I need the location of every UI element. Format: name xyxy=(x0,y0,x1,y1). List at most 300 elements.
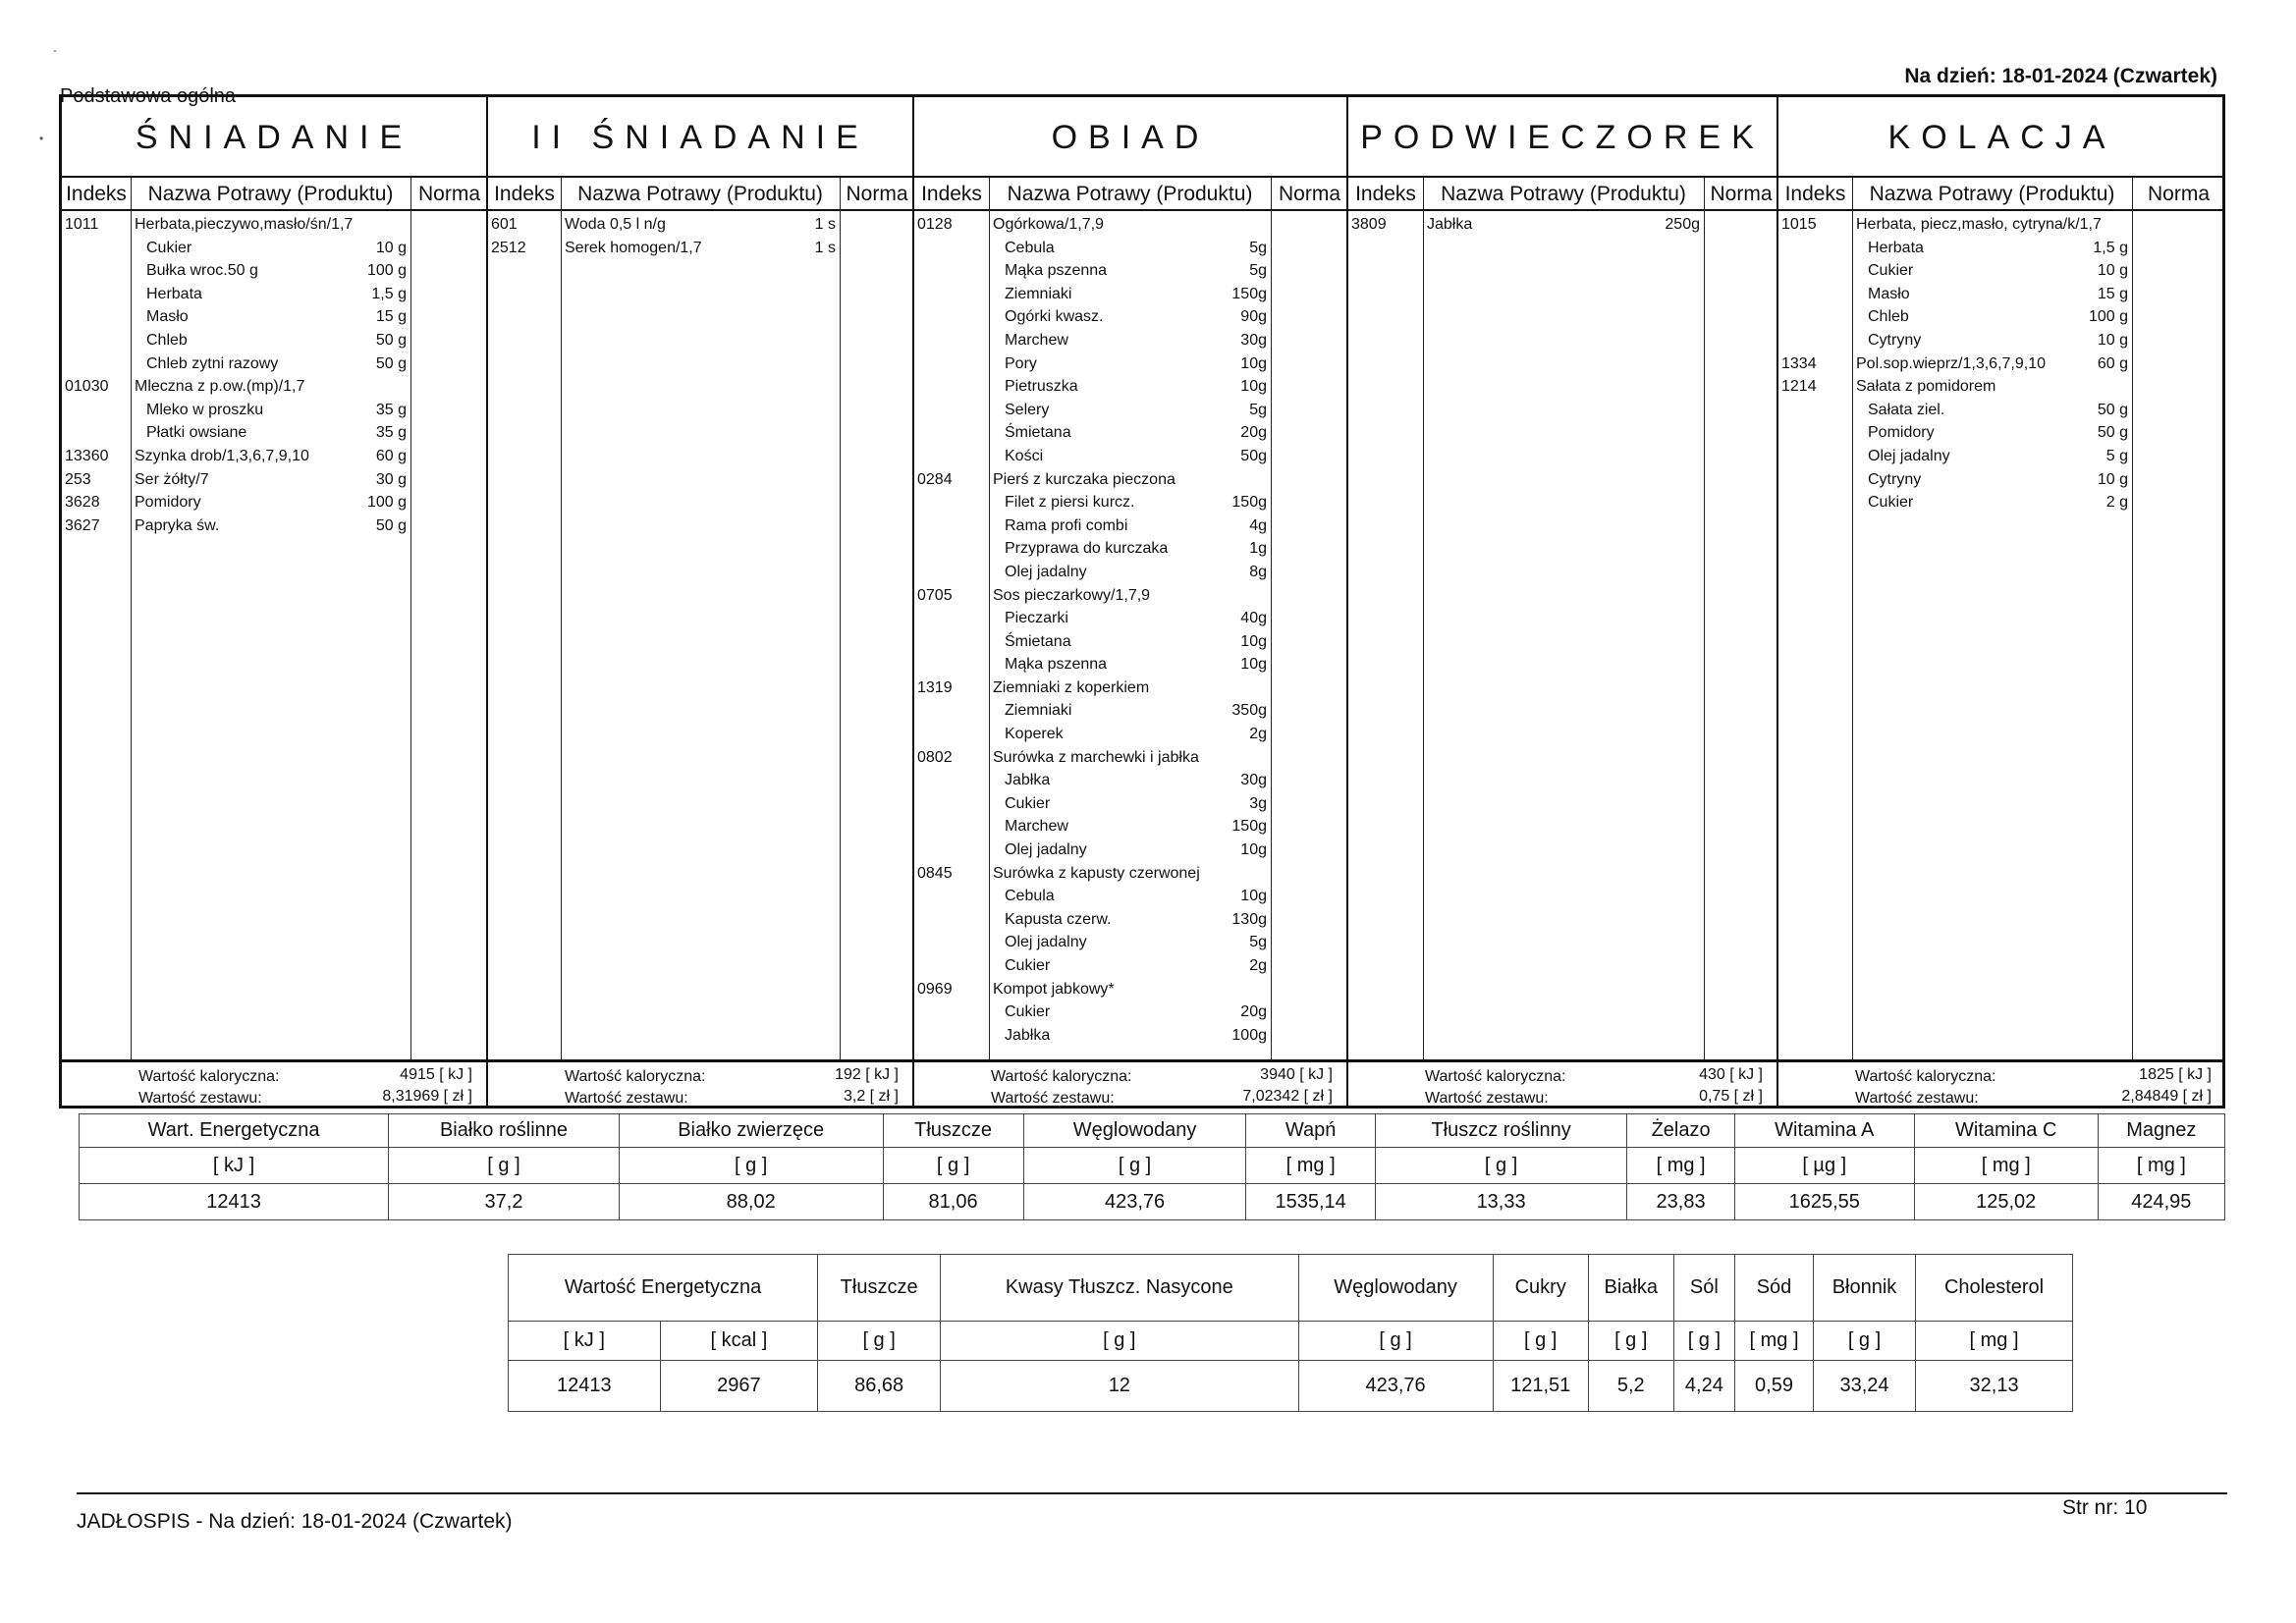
item-name: Ogórkowa/1,7,9 xyxy=(993,216,1104,233)
item-name: Papryka św. xyxy=(135,516,220,534)
item-norma: 10g xyxy=(1240,354,1267,372)
menu-item-row xyxy=(62,352,486,376)
menu-item-row xyxy=(62,399,486,422)
item-norma: 150g xyxy=(1231,494,1267,512)
menu-item-row xyxy=(1778,329,2225,352)
item-norma: 100 g xyxy=(366,262,407,280)
nutrient-cell: Żelazo xyxy=(1627,1114,1734,1148)
column-header-name: Nazwa Potrawy (Produktu) xyxy=(1869,183,2115,205)
cost-label: Wartość zestawu: xyxy=(565,1090,688,1107)
item-name: Serek homogen/1,7 xyxy=(565,239,702,256)
item-norma: 60 g xyxy=(2097,354,2128,372)
nutrient-cell: Tłuszcze xyxy=(883,1114,1023,1148)
item-norma: 10 g xyxy=(2097,262,2128,280)
item-norma: 10 g xyxy=(2097,470,2128,488)
menu-item-row xyxy=(62,213,486,237)
item-index: 1015 xyxy=(1781,216,1817,233)
menu-item-row xyxy=(914,908,1346,932)
nutrient-cell: 4,24 xyxy=(1673,1361,1734,1412)
menu-item-row xyxy=(62,237,486,260)
item-norma: 50 g xyxy=(375,331,407,349)
meal-title: PODWIECZOREK xyxy=(1348,97,1777,178)
column-header-index: Indeks xyxy=(66,183,127,205)
menu-item-row xyxy=(914,491,1346,514)
item-norma: 3g xyxy=(1249,794,1267,812)
item-name: Marchew xyxy=(1005,331,1068,349)
item-name: Mleko w proszku xyxy=(146,401,264,418)
column-headers xyxy=(488,178,912,211)
nutrient-cell: [ g ] xyxy=(1588,1322,1673,1361)
menu-item-row xyxy=(914,630,1346,654)
menu-item-row xyxy=(914,723,1346,746)
item-norma: 10 g xyxy=(2097,331,2128,349)
nutrient-cell: 12413 xyxy=(80,1184,389,1220)
cost-value: 2,84849 [ zł ] xyxy=(2121,1088,2212,1105)
column-header-name: Nazwa Potrawy (Produktu) xyxy=(577,183,823,205)
menu-item-row xyxy=(914,213,1346,237)
item-name: Cebula xyxy=(1005,239,1055,256)
item-norma: 8g xyxy=(1249,563,1267,580)
menu-item-row xyxy=(62,283,486,306)
nutrient-cell: Tłuszcz roślinny xyxy=(1375,1114,1627,1148)
menu-item-row xyxy=(914,1024,1346,1048)
menu-item-row xyxy=(914,931,1346,954)
nutrient-cell: [ mg ] xyxy=(2098,1148,2224,1184)
item-norma: 10g xyxy=(1240,378,1267,396)
nutrient-cell: [ mg ] xyxy=(1914,1148,2098,1184)
menu-item-row xyxy=(62,445,486,468)
item-name: Śmietana xyxy=(1005,632,1071,650)
menu-item-row xyxy=(1778,213,2225,237)
meal-column xyxy=(1348,97,1778,1106)
nutrient-cell: 33,24 xyxy=(1813,1361,1915,1412)
meal-items xyxy=(1348,213,1777,1057)
item-name: Masło xyxy=(146,308,189,326)
item-name: Chleb zytni razowy xyxy=(146,354,279,372)
nutrient-cell: Węglowodany xyxy=(1023,1114,1246,1148)
item-name: Jabłka xyxy=(1005,1026,1051,1044)
menu-item-row xyxy=(1778,283,2225,306)
item-name: Masło xyxy=(1868,285,1910,302)
menu-item-row xyxy=(62,375,486,399)
item-index: 3809 xyxy=(1351,216,1387,233)
menu-item-row xyxy=(914,237,1346,260)
menu-item-row xyxy=(1778,375,2225,399)
menu-item-row xyxy=(1778,445,2225,468)
item-norma: 50 g xyxy=(375,516,407,534)
menu-item-row xyxy=(914,769,1346,792)
item-name: Cukier xyxy=(1005,1003,1051,1021)
cost-label: Wartość zestawu: xyxy=(1855,1090,1979,1107)
item-norma: 250g xyxy=(1665,216,1700,233)
menu-item-row xyxy=(62,305,486,329)
nutrient-row-values xyxy=(80,1184,2225,1220)
item-norma: 35 g xyxy=(375,401,407,418)
footer-divider xyxy=(77,1492,2227,1494)
item-name: Bułka wroc.50 g xyxy=(146,262,258,280)
nutrient-cell: Kwasy Tłuszcz. Nasycone xyxy=(941,1255,1298,1322)
calorie-label: Wartość kaloryczna: xyxy=(565,1068,706,1085)
nutrient-cell: Węglowodany xyxy=(1298,1255,1493,1322)
item-norma: 30g xyxy=(1240,331,1267,349)
column-header-norma: Norma xyxy=(1278,183,1340,205)
cost-value: 3,2 [ zł ] xyxy=(843,1088,899,1105)
meal-title: OBIAD xyxy=(914,97,1346,178)
item-name: Rama profi combi xyxy=(1005,516,1128,534)
menu-item-row xyxy=(1778,237,2225,260)
item-norma: 20g xyxy=(1240,424,1267,442)
nutrient-cell: 12413 xyxy=(509,1361,661,1412)
meal-column xyxy=(914,97,1348,1106)
item-norma: 350g xyxy=(1231,702,1267,720)
nutrient-cell: [ g ] xyxy=(1673,1322,1734,1361)
column-header-norma: Norma xyxy=(846,183,908,205)
menu-item-row xyxy=(62,329,486,352)
nutrient-row-headers xyxy=(509,1255,2073,1322)
nutrient-cell: [ mg ] xyxy=(1916,1322,2073,1361)
nutrient-cell: 121,51 xyxy=(1493,1361,1588,1412)
header-date: Na dzień: 18-01-2024 (Czwartek) xyxy=(1904,65,2217,87)
nutrient-row-headers xyxy=(80,1114,2225,1148)
menu-item-row xyxy=(914,561,1346,584)
item-norma: 1,5 g xyxy=(2093,239,2128,256)
nutrient-cell: [ g ] xyxy=(1493,1322,1588,1361)
item-name: Surówka z kapusty czerwonej xyxy=(993,864,1200,882)
item-name: Herbata xyxy=(146,285,202,302)
menu-item-row xyxy=(914,537,1346,561)
nutrient-cell: [ mg ] xyxy=(1246,1148,1375,1184)
meal-items xyxy=(914,213,1346,1057)
item-norma: 130g xyxy=(1231,910,1267,928)
item-name: Przyprawa do kurczaka xyxy=(1005,540,1169,558)
menu-item-row xyxy=(914,305,1346,329)
meal-items xyxy=(62,213,486,1057)
meal-summary xyxy=(914,1059,1346,1109)
meal-column xyxy=(488,97,914,1106)
menu-item-row xyxy=(914,352,1346,376)
nutrient-cell: 23,83 xyxy=(1627,1184,1734,1220)
item-norma: 1 s xyxy=(814,239,836,256)
cost-value: 8,31969 [ zł ] xyxy=(382,1088,472,1105)
nutrient-cell: Białko zwierzęce xyxy=(619,1114,883,1148)
item-norma: 50 g xyxy=(2097,424,2128,442)
item-name: Mleczna z p.ow.(mp)/1,7 xyxy=(135,378,305,396)
menu-item-row xyxy=(914,421,1346,445)
item-norma: 100 g xyxy=(2088,308,2128,326)
calorie-value: 3940 [ kJ ] xyxy=(1260,1066,1333,1083)
item-norma: 5g xyxy=(1249,934,1267,951)
item-name: Surówka z marchewki i jabłka xyxy=(993,748,1199,766)
column-header-index: Indeks xyxy=(1355,183,1416,205)
nutrient-cell: [ g ] xyxy=(941,1322,1298,1361)
menu-item-row xyxy=(914,375,1346,399)
calorie-label: Wartość kaloryczna: xyxy=(138,1068,280,1085)
menu-item-row xyxy=(914,862,1346,886)
menu-item-row xyxy=(914,746,1346,770)
column-header-index: Indeks xyxy=(494,183,555,205)
item-name: Chleb xyxy=(1868,308,1909,326)
menu-table xyxy=(59,94,2225,1109)
column-header-name: Nazwa Potrawy (Produktu) xyxy=(1007,183,1253,205)
menu-item-row xyxy=(914,954,1346,978)
nutrient-row-units xyxy=(80,1148,2225,1184)
nutrient-cell: Sód xyxy=(1735,1255,1814,1322)
item-name: Cytryny xyxy=(1868,331,1922,349)
nutrient-cell: [ g ] xyxy=(619,1148,883,1184)
nutrient-cell: Magnez xyxy=(2098,1114,2224,1148)
nutrient-cell: [ mg ] xyxy=(1735,1322,1814,1361)
item-name: Olej jadalny xyxy=(1005,563,1087,580)
menu-item-row xyxy=(914,283,1346,306)
nutrient-row-units xyxy=(509,1322,2073,1361)
menu-item-row xyxy=(914,815,1346,839)
menu-item-row xyxy=(1778,305,2225,329)
item-norma: 30 g xyxy=(375,470,407,488)
item-norma: 2g xyxy=(1249,726,1267,743)
meal-summary xyxy=(62,1059,486,1109)
item-name: Cukier xyxy=(1868,262,1914,280)
nutrient-cell: [ µg ] xyxy=(1734,1148,1914,1184)
item-norma: 10g xyxy=(1240,841,1267,859)
item-norma: 1,5 g xyxy=(371,285,407,302)
nutrient-cell: Błonnik xyxy=(1813,1255,1915,1322)
item-name: Ogórki kwasz. xyxy=(1005,308,1104,326)
nutrient-cell: 0,59 xyxy=(1735,1361,1814,1412)
nutrient-cell: 5,2 xyxy=(1588,1361,1673,1412)
menu-item-row xyxy=(914,584,1346,608)
item-norma: 5g xyxy=(1249,262,1267,280)
column-headers xyxy=(914,178,1346,211)
item-name: Herbata xyxy=(1868,239,1924,256)
item-name: Pomidory xyxy=(135,494,201,512)
item-norma: 50 g xyxy=(375,354,407,372)
item-name: Jabłka xyxy=(1005,772,1051,789)
nutrient-cell: 423,76 xyxy=(1298,1361,1493,1412)
page-number: Str nr: 10 xyxy=(2062,1496,2148,1519)
meal-items xyxy=(488,213,912,1057)
footer-title: JADŁOSPIS - Na dzień: 18-01-2024 (Czwartek) xyxy=(77,1510,513,1533)
nutrient-cell: Witamina A xyxy=(1734,1114,1914,1148)
nutrient-cell: Wapń xyxy=(1246,1114,1375,1148)
item-norma: 1g xyxy=(1249,540,1267,558)
column-header-norma: Norma xyxy=(417,183,480,205)
item-norma: 100 g xyxy=(366,494,407,512)
item-name: Sos pieczarkowy/1,7,9 xyxy=(993,586,1151,604)
item-name: Ziemniaki z koperkiem xyxy=(993,678,1150,696)
item-name: Sałata z pomidorem xyxy=(1856,378,1996,396)
item-index: 1214 xyxy=(1781,378,1817,396)
item-norma: 50 g xyxy=(2097,401,2128,418)
item-index: 1011 xyxy=(65,216,99,233)
nutrient-cell: 1535,14 xyxy=(1246,1184,1375,1220)
cost-label: Wartość zestawu: xyxy=(991,1090,1115,1107)
item-norma: 5 g xyxy=(2105,447,2128,464)
item-index: 601 xyxy=(491,216,518,233)
item-index: 13360 xyxy=(65,447,109,464)
item-norma: 5g xyxy=(1249,239,1267,256)
item-name: Płatki owsiane xyxy=(146,424,247,442)
menu-item-row xyxy=(914,839,1346,862)
menu-item-row xyxy=(1778,259,2225,283)
item-name: Ser żółty/7 xyxy=(135,470,209,488)
item-name: Pory xyxy=(1005,354,1037,372)
item-name: Szynka drob/1,3,6,7,9,10 xyxy=(135,447,309,464)
menu-item-row xyxy=(914,329,1346,352)
meal-column xyxy=(62,97,488,1106)
meal-column xyxy=(1778,97,2225,1106)
item-norma: 4g xyxy=(1249,516,1267,534)
menu-item-row xyxy=(914,792,1346,816)
item-name: Kości xyxy=(1005,447,1044,464)
item-norma: 150g xyxy=(1231,285,1267,302)
nutrient-cell: [ g ] xyxy=(1023,1148,1246,1184)
calorie-value: 192 [ kJ ] xyxy=(835,1066,899,1083)
meal-summary xyxy=(1778,1059,2225,1109)
meal-summary xyxy=(488,1059,912,1109)
meal-items xyxy=(1778,213,2225,1057)
nutrient-cell: 88,02 xyxy=(619,1184,883,1220)
item-name: Cukier xyxy=(146,239,192,256)
item-name: Pierś z kurczaka pieczona xyxy=(993,470,1175,488)
item-name: Herbata,pieczywo,masło/śn/1,7 xyxy=(135,216,354,233)
menu-item-row xyxy=(914,1001,1346,1024)
item-name: Cytryny xyxy=(1868,470,1922,488)
menu-item-row xyxy=(488,213,912,237)
scan-mark: - xyxy=(53,43,57,57)
item-index: 0969 xyxy=(917,980,953,998)
calorie-value: 1825 [ kJ ] xyxy=(2139,1066,2212,1083)
nutrients-table-2 xyxy=(508,1254,2073,1412)
menu-item-row xyxy=(62,259,486,283)
calorie-label: Wartość kaloryczna: xyxy=(1855,1068,1996,1085)
cost-label: Wartość zestawu: xyxy=(138,1090,262,1107)
menu-item-row xyxy=(914,468,1346,492)
nutrient-cell: 1625,55 xyxy=(1734,1184,1914,1220)
calorie-label: Wartość kaloryczna: xyxy=(991,1068,1132,1085)
item-name: Herbata, piecz,masło, cytryna/k/1,7 xyxy=(1856,216,2102,233)
nutrient-cell: 81,06 xyxy=(883,1184,1023,1220)
item-norma: 35 g xyxy=(375,424,407,442)
item-norma: 15 g xyxy=(375,308,407,326)
menu-item-row xyxy=(914,885,1346,908)
nutrient-cell: [ g ] xyxy=(818,1322,941,1361)
nutrient-cell: [ g ] xyxy=(389,1148,620,1184)
nutrient-cell: 86,68 xyxy=(818,1361,941,1412)
nutrient-cell: Witamina C xyxy=(1914,1114,2098,1148)
item-norma: 10g xyxy=(1240,656,1267,674)
item-name: Pol.sop.wieprz/1,3,6,7,9,10 xyxy=(1856,354,2047,372)
item-norma: 15 g xyxy=(2097,285,2128,302)
item-name: Koperek xyxy=(1005,726,1064,743)
item-name: Olej jadalny xyxy=(1005,841,1087,859)
item-index: 1334 xyxy=(1781,354,1817,372)
item-name: Selery xyxy=(1005,401,1050,418)
item-norma: 150g xyxy=(1231,818,1267,836)
menu-item-row xyxy=(62,468,486,492)
column-header-norma: Norma xyxy=(1710,183,1773,205)
nutrient-cell: 125,02 xyxy=(1914,1184,2098,1220)
column-headers xyxy=(1778,178,2225,211)
nutrient-cell: 424,95 xyxy=(2098,1184,2224,1220)
item-name: Filet z piersi kurcz. xyxy=(1005,494,1135,512)
cost-label: Wartość zestawu: xyxy=(1425,1090,1549,1107)
nutrient-cell: 13,33 xyxy=(1375,1184,1627,1220)
column-header-name: Nazwa Potrawy (Produktu) xyxy=(147,183,394,205)
meal-title: II ŚNIADANIE xyxy=(488,97,912,178)
nutrient-cell: Wart. Energetyczna xyxy=(80,1114,389,1148)
nutrient-cell: Białko roślinne xyxy=(389,1114,620,1148)
nutrient-cell: Sól xyxy=(1673,1255,1734,1322)
calorie-label: Wartość kaloryczna: xyxy=(1425,1068,1566,1085)
nutrient-cell: [ kcal ] xyxy=(660,1322,818,1361)
cost-value: 0,75 [ zł ] xyxy=(1699,1088,1763,1105)
nutrient-cell: 12 xyxy=(941,1361,1298,1412)
item-norma: 2 g xyxy=(2105,494,2128,512)
menu-item-row xyxy=(488,237,912,260)
nutrient-cell: 37,2 xyxy=(389,1184,620,1220)
item-name: Sałata ziel. xyxy=(1868,401,1945,418)
item-index: 0284 xyxy=(917,470,953,488)
item-name: Śmietana xyxy=(1005,424,1071,442)
menu-item-row xyxy=(914,514,1346,538)
item-name: Mąka pszenna xyxy=(1005,656,1108,674)
item-norma: 1 s xyxy=(814,216,836,233)
column-headers xyxy=(62,178,486,211)
meal-summary xyxy=(1348,1059,1777,1109)
menu-item-row xyxy=(1778,352,2225,376)
item-name: Cukier xyxy=(1005,957,1051,974)
item-name: Ziemniaki xyxy=(1005,285,1072,302)
meal-title: ŚNIADANIE xyxy=(62,97,486,178)
menu-item-row xyxy=(914,607,1346,630)
nutrient-cell: 423,76 xyxy=(1023,1184,1246,1220)
item-norma: 10g xyxy=(1240,632,1267,650)
item-name: Pietruszka xyxy=(1005,378,1078,396)
nutrient-cell: Wartość Energetyczna xyxy=(509,1255,818,1322)
nutrient-cell: [ g ] xyxy=(1813,1322,1915,1361)
cost-value: 7,02342 [ zł ] xyxy=(1242,1088,1333,1105)
item-norma: 10g xyxy=(1240,888,1267,905)
item-name: Cukier xyxy=(1868,494,1914,512)
nutrient-cell: Białka xyxy=(1588,1255,1673,1322)
item-index: 0128 xyxy=(917,216,953,233)
nutrient-cell: [ kJ ] xyxy=(80,1148,389,1184)
item-name: Ziemniaki xyxy=(1005,702,1072,720)
scan-mark: • xyxy=(39,132,44,145)
nutrient-cell: [ kJ ] xyxy=(509,1322,661,1361)
nutrient-cell: [ g ] xyxy=(883,1148,1023,1184)
item-norma: 90g xyxy=(1240,308,1267,326)
item-name: Kapusta czerw. xyxy=(1005,910,1112,928)
nutrient-cell: 2967 xyxy=(660,1361,818,1412)
menu-item-row xyxy=(62,491,486,514)
item-norma: 40g xyxy=(1240,610,1267,627)
item-norma: 30g xyxy=(1240,772,1267,789)
item-name: Jabłka xyxy=(1427,216,1473,233)
item-index: 3627 xyxy=(65,516,100,534)
nutrient-cell: 32,13 xyxy=(1916,1361,2073,1412)
column-headers xyxy=(1348,178,1777,211)
calorie-value: 4915 [ kJ ] xyxy=(400,1066,472,1083)
column-header-name: Nazwa Potrawy (Produktu) xyxy=(1441,183,1686,205)
item-index: 253 xyxy=(65,470,91,488)
item-name: Pieczarki xyxy=(1005,610,1068,627)
item-norma: 20g xyxy=(1240,1003,1267,1021)
nutrient-cell: [ mg ] xyxy=(1627,1148,1734,1184)
item-name: Woda 0,5 l n/g xyxy=(565,216,666,233)
item-norma: 100g xyxy=(1231,1026,1267,1044)
calorie-value: 430 [ kJ ] xyxy=(1699,1066,1763,1083)
